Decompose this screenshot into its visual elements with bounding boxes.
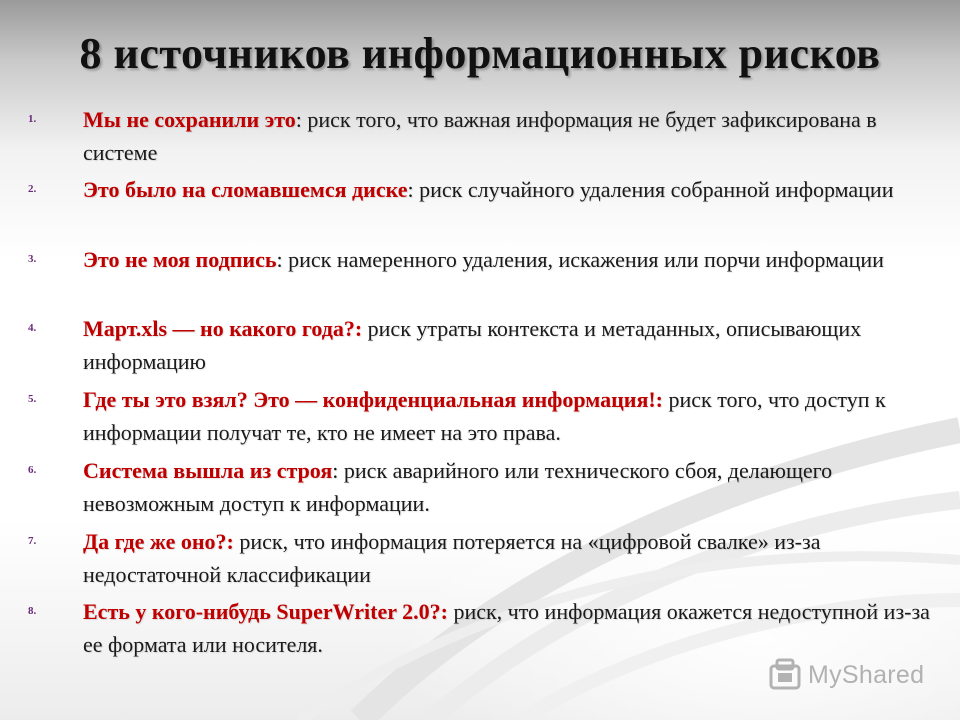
item-number: 3. [28,253,37,265]
item-highlight: Мы не сохранили это [83,107,296,132]
item-description: риск того, что доступ к информации получат те, кто не имеет на это права. [83,387,886,445]
item-description: риск, что информация окажется недоступной из-за ее формата или носителя. [83,599,930,657]
myshared-watermark [768,655,924,695]
item-text [83,525,933,591]
item-description: : риск того, что важная информация не будет зафиксирована в системе [83,107,877,165]
watermark-brand: MyShared [808,660,925,689]
item-highlight: Март.xls — но какого года?: [83,316,363,341]
item-number: 6. [28,464,37,476]
item-text [83,173,933,206]
item-number: 1. [28,113,37,125]
item-highlight: Есть у кого-нибудь SuperWriter 2.0?: [83,599,448,624]
item-description: риск, что информация потеряется на «цифровой свалке» из-за недостаточной классификации [83,529,821,587]
item-number: 5. [28,393,37,405]
item-description: риск утраты контекста и метаданных, описывающих информацию [83,316,862,374]
item-number: 4. [28,322,37,334]
myshared-logo-icon [768,658,802,692]
item-text [83,383,933,449]
item-description: : риск случайного удаления собранной информации [407,177,894,202]
item-description: : риск намеренного удаления, искажения или порчи информации [276,247,884,272]
item-number: 7. [28,535,37,547]
item-highlight: Где ты это взял? Это — конфиденциальная информация!: [83,387,663,412]
item-text [83,103,933,169]
item-text [83,595,933,661]
item-description: : риск аварийного или технического сбоя, делающего невозможным доступ к информации. [83,458,833,516]
item-text [83,312,933,378]
item-text [83,454,933,520]
item-text [83,243,933,276]
item-number: 2. [28,183,37,195]
item-highlight: Это не моя подпись [83,247,277,272]
item-highlight: Это было на сломавшемся диске [83,177,408,202]
item-highlight: Да где же оно?: [83,529,234,554]
item-number: 8. [28,605,37,617]
item-highlight: Система вышла из строя [83,458,333,483]
slide-title: 8 источников информационных рисков [79,29,881,78]
